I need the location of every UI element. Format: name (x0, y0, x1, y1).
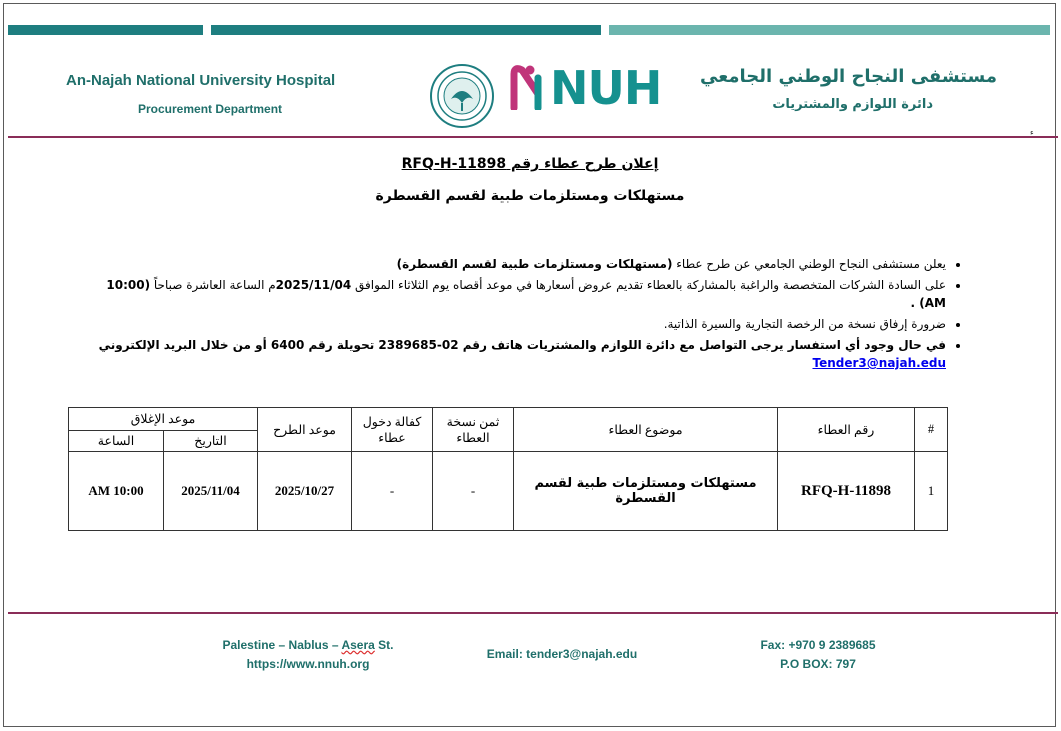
bullet-text: ضرورة إرفاق نسخة من الرخصة التجارية والسيرة الذاتية. (663, 317, 946, 331)
announcement-title (300, 156, 760, 172)
col-header-release: موعد الطرح (258, 408, 352, 452)
col-header-copy-price: ثمن نسخة العطاء (433, 408, 514, 452)
col-header-closing-time: الساعة (69, 431, 164, 452)
announcement-bullets (78, 255, 968, 375)
address-suffix: St. (374, 638, 394, 652)
header-mark: ء (1030, 128, 1034, 137)
footer-fax: Fax: +970 9 2389685 (760, 638, 876, 652)
bullet-item (78, 336, 946, 372)
cell-copy-price: - (433, 452, 514, 531)
header-bar-left (8, 25, 203, 35)
cell-rfq: RFQ-H-11898 (778, 452, 915, 531)
university-seal-icon (429, 63, 495, 129)
col-header-closing-date: التاريخ (164, 431, 258, 452)
bullet-item (78, 315, 946, 333)
cell-num: 1 (915, 452, 948, 531)
col-header-subject: موضوع العطاء (514, 408, 778, 452)
department-name-en: Procurement Department (138, 102, 283, 116)
department-name-ar: دائرة اللوازم والمشتريات (772, 97, 933, 112)
announcement-title-text: إعلان طرح عطاء رقم RFQ-H-11898 (401, 156, 659, 172)
cell-release: 2025/10/27 (258, 452, 352, 531)
footer-address (208, 636, 408, 674)
cell-subject: مستهلكات ومستلزمات طبية لقسم القسطرة (514, 452, 778, 531)
footer-pobox: P.O BOX: 797 (780, 657, 856, 671)
tender-table (68, 407, 948, 531)
cell-closing-date: 2025/11/04 (164, 452, 258, 531)
bullet-bold: (مستهلكات ومستلزمات طبية لقسم القسطرة) (396, 257, 673, 271)
cell-bond: - (352, 452, 433, 531)
deadline-time: (10:00 AM) . (106, 278, 946, 310)
nnuh-logo-mark-icon (510, 64, 550, 110)
cell-closing-time: AM 10:00 (69, 452, 164, 531)
hospital-name-ar: مستشفى النجاح الوطني الجامعي (700, 66, 997, 87)
bullet-text: على السادة الشركات المتخصصة والراغبة بالمشاركة بالعطاء تقديم عروض أسعارها في موعد أقصاه يوم الثلاثاء الموافق (351, 278, 946, 292)
col-header-rfq: رقم العطاء (778, 408, 915, 452)
bullet-text: يعلن مستشفى النجاح الوطني الجامعي عن طرح عطاء (672, 257, 946, 271)
footer-email[interactable]: Email: tender3@najah.edu (486, 647, 638, 661)
table-row (69, 452, 948, 531)
footer-divider (8, 612, 1058, 614)
header-divider (8, 136, 1058, 138)
announcement-subtitle: مستهلكات ومستلزمات طبية لقسم القسطرة (375, 188, 685, 204)
header-bar-center (211, 25, 601, 35)
nnuh-logo-text: NUH (550, 61, 662, 115)
footer-website[interactable]: https://www.nnuh.org (246, 657, 370, 671)
header-bar-right (609, 25, 1050, 35)
hospital-name-en: An-Najah National University Hospital (66, 72, 336, 89)
col-header-bond: كفالة دخول عطاء (352, 408, 433, 452)
bullet-item (78, 276, 946, 312)
bullet-item (78, 255, 946, 273)
bullet-text: في حال وجود أي استفسار يرجى التواصل مع دائرة اللوازم والمشتريات هاتف رقم 02-2389685 تحويلة رقم 6400 أو من خلال البريد الإلكتروني (98, 338, 946, 352)
address-street: Asera (341, 638, 375, 652)
address-text: Palestine – Nablus – (222, 638, 342, 652)
bullet-text: م الساعة العاشرة صباحاً (150, 278, 276, 292)
col-header-num: # (915, 408, 948, 452)
footer-address-line (208, 636, 408, 655)
col-header-closing: موعد الإغلاق (69, 408, 258, 431)
footer-contact (738, 636, 898, 674)
deadline-date: 2025/11/04 (275, 278, 352, 292)
contact-email-link[interactable]: Tender3@najah.edu (812, 356, 946, 370)
